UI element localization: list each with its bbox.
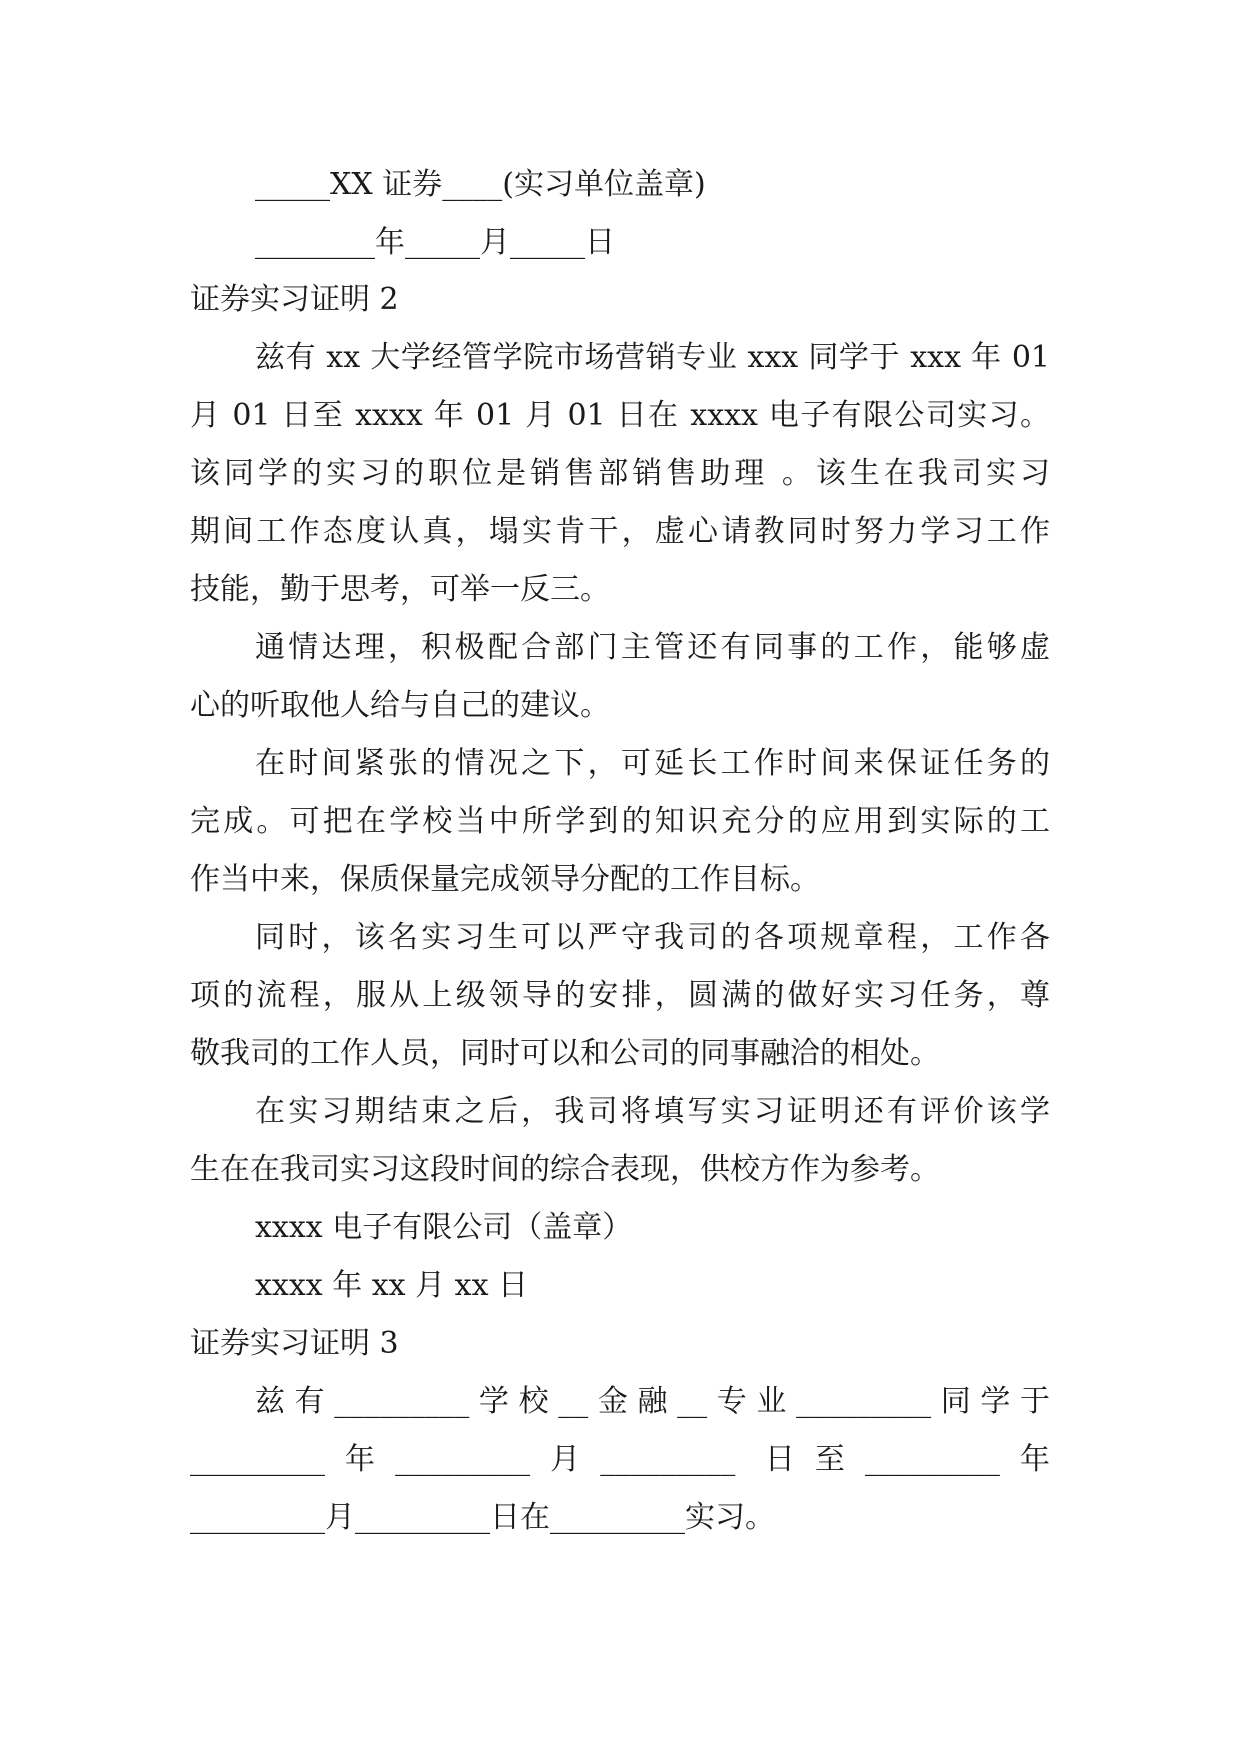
body-line: 兹有 xx 大学经管学院市场营销专业 xxx 同学于 xxx 年 01	[255, 340, 1050, 375]
form-line: 兹有_________学校__金融__专业_________同学于	[255, 1384, 1050, 1419]
body-line: 在时间紧张的情况之下，可延长工作时间来保证任务的	[255, 746, 1050, 781]
section-heading: 证券实习证明 2	[190, 282, 399, 317]
body-line: 在实习期结束之后，我司将填写实习证明还有评价该学	[255, 1094, 1050, 1129]
form-line: _________月_________日在_________实习。	[190, 1500, 775, 1535]
body-line: 生在在我司实习这段时间的综合表现，供校方作为参考。	[190, 1152, 940, 1187]
body-line: 项的流程，服从上级领导的安排，圆满的做好实习任务，尊	[190, 978, 1050, 1013]
body-line: 技能，勤于思考，可举一反三。	[190, 572, 610, 607]
signature-date: xxxx 年 xx 月 xx 日	[255, 1268, 529, 1303]
form-line: _________年_________月_________ 日至_________年	[190, 1442, 1050, 1477]
body-line: 心的听取他人给与自己的建议。	[190, 688, 610, 723]
date-line: ________年_____月_____日	[255, 225, 615, 260]
body-line: 同时，该名实习生可以严守我司的各项规章程，工作各	[255, 920, 1050, 955]
body-line: 月 01 日至 xxxx 年 01 月 01 日在 xxxx 电子有限公司实习。	[190, 398, 1050, 433]
body-line: 作当中来，保质保量完成领导分配的工作目标。	[190, 862, 820, 897]
seal-signature-line: _____XX 证券____(实习单位盖章)	[255, 167, 706, 202]
body-line: 该同学的实习的职位是销售部销售助理 。该生在我司实习	[190, 456, 1050, 491]
company-seal-line: xxxx 电子有限公司（盖章）	[255, 1210, 633, 1245]
body-line: 完成。可把在学校当中所学到的知识充分的应用到实际的工	[190, 804, 1050, 839]
body-line: 期间工作态度认真，塌实肯干，虚心请教同时努力学习工作	[190, 514, 1050, 549]
section-heading: 证券实习证明 3	[190, 1326, 399, 1361]
body-line: 通情达理，积极配合部门主管还有同事的工作，能够虚	[255, 630, 1050, 665]
body-line: 敬我司的工作人员，同时可以和公司的同事融洽的相处。	[190, 1036, 940, 1071]
